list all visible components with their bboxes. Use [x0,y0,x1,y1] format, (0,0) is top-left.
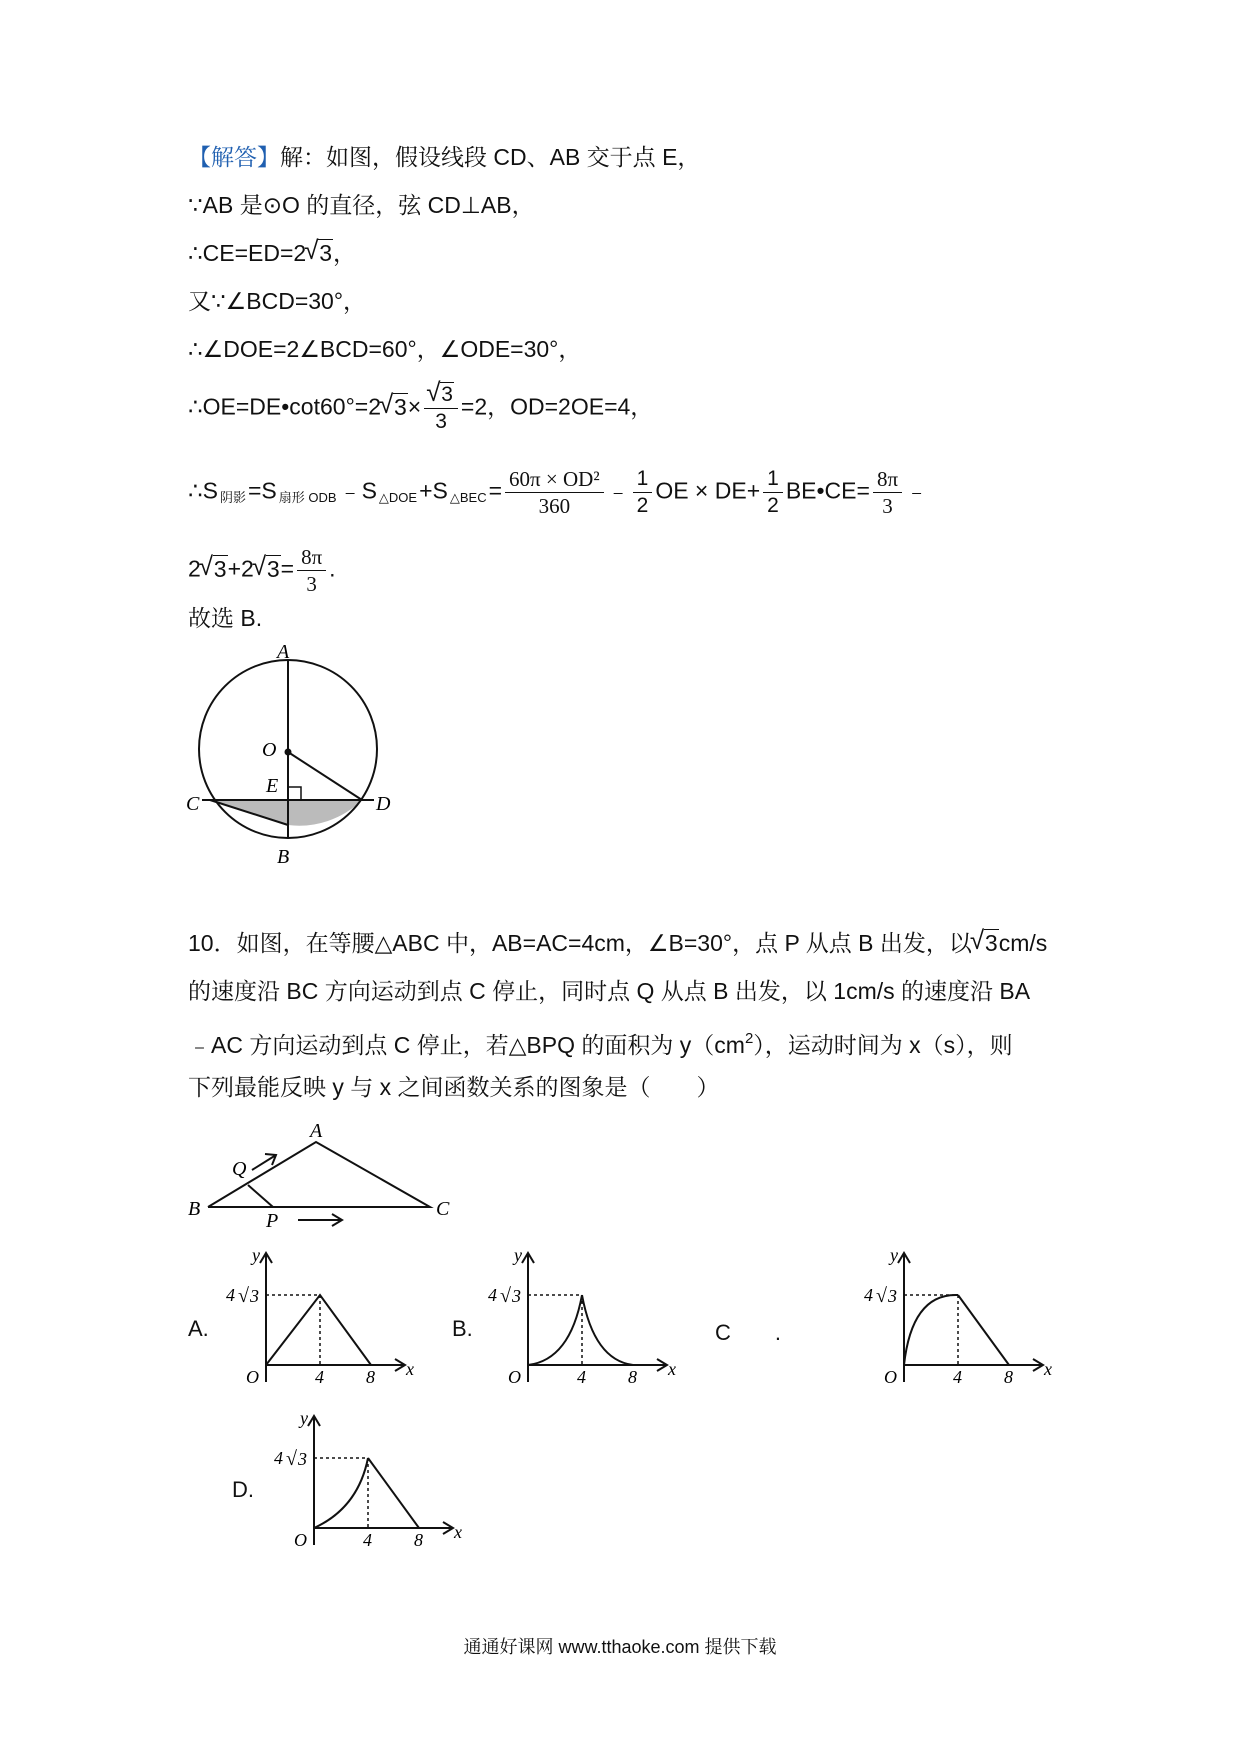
solution-line-6: ∴OE=DE•cot60°=2√ 3× √ $\frac{3}{3}$ =2，OD=2OE=4， [188,382,653,435]
svg-text:8: 8 [366,1367,375,1387]
tri-label-a: A [310,1120,323,1142]
solution-line-9: 故选 B. [188,605,263,631]
svg-text:3: 3 [888,1286,897,1306]
answer-tag: 【解答】 [188,144,280,170]
svg-text:√: √ [876,1285,887,1307]
option-d-label: D. [232,1477,254,1502]
solution-line-1: 【解答】解：如图，假设线段 CD、AB 交于点 E， [188,144,701,170]
label-a: A [277,641,290,663]
svg-text:y: y [300,1408,308,1428]
option-b-graph [482,1245,682,1395]
tri-label-q: Q [232,1158,247,1180]
svg-text:x: x [1044,1359,1052,1379]
svg-text:y: y [890,1245,898,1265]
label-b: B [277,846,290,868]
solution-line-7: ∴S $_{阴影}$=S $_{扇形 ODB}$﹣S $_{\triangle DOE}$+S $_{\triangle BEC}$= $\frac{\text{60π × OD²}}{360}$ ﹣ $\frac{1}{2}$ OE × DE+ $\frac{1}{2}$ BE•CE= $\frac{8\pi}{3}$ ﹣ [188,467,929,518]
svg-text:4: 4 [363,1530,372,1550]
question-line-1: 10．如图，在等腰△ABC 中，AB=AC=4cm，∠B=30°，点 P 从点 B 出发，以√ 3cm/s [188,928,1047,958]
svg-text:4: 4 [953,1367,962,1387]
svg-text:4: 4 [226,1285,235,1305]
tri-label-p: P [266,1210,279,1230]
option-a-label: A. [188,1316,209,1341]
footer-text: 通通好课网 www.tthaoke.com 提供下载 [463,1637,777,1657]
svg-text:√: √ [238,1285,249,1307]
svg-text:8: 8 [414,1530,423,1550]
tri-label-c: C [436,1198,450,1220]
question-line-4: 下列最能反映 y 与 x 之间函数关系的图象是（ ） [188,1074,720,1100]
option-c-graph [858,1245,1058,1395]
svg-text:y: y [514,1245,522,1265]
circle-figure [180,640,400,870]
svg-text:3: 3 [512,1286,521,1306]
svg-text:O: O [884,1367,897,1387]
svg-text:y: y [252,1245,260,1265]
svg-text:x: x [454,1522,462,1542]
svg-text:4: 4 [864,1285,873,1305]
svg-text:4: 4 [315,1367,324,1387]
solution-line-3: ∴CE=ED=2√ 3， [188,238,356,268]
label-o: O [262,739,277,761]
tri-label-b: B [188,1198,201,1220]
solution-line-5: ∴∠DOE=2∠BCD=60°，∠ODE=30°， [188,336,582,362]
label-d: D [376,793,391,815]
svg-text:4: 4 [488,1285,497,1305]
question-line-2: 的速度沿 BC 方向运动到点 C 停止，同时点 Q 从点 B 出发，以 1cm/s 的速度沿 BA [188,978,1031,1004]
svg-text:O: O [508,1367,521,1387]
solution-line-4: 又∵∠BCD=30°， [188,288,367,314]
svg-text:√: √ [500,1285,511,1307]
svg-text:√: √ [286,1448,297,1470]
svg-text:x: x [406,1359,414,1379]
svg-text:O: O [294,1530,307,1550]
question-line-3: ﹣AC 方向运动到点 C 停止，若△BPQ 的面积为 $y(cm^2)$，运动时间为 x（s），则 [188,1030,1013,1058]
svg-text:x: x [668,1359,676,1379]
svg-text:3: 3 [250,1286,259,1306]
option-b-label: B. [452,1316,473,1341]
svg-text:4: 4 [577,1367,586,1387]
option-a-graph [220,1245,420,1395]
svg-text:8: 8 [628,1367,637,1387]
svg-text:O: O [246,1367,259,1387]
option-d-graph [268,1408,468,1558]
svg-text:3: 3 [298,1449,307,1469]
label-e: E [266,775,279,797]
label-c: C [186,793,200,815]
svg-text:4: 4 [274,1448,283,1468]
solution-line-8: 2√ 3+2√ 3= $\frac{8\pi}{3}$ . [188,544,336,597]
triangle-figure [180,1115,470,1230]
option-c-label: C . [715,1320,782,1345]
solution-line-2: ∵AB 是⊙O 的直径，弦 CD⊥AB， [188,192,535,218]
svg-text:8: 8 [1004,1367,1013,1387]
